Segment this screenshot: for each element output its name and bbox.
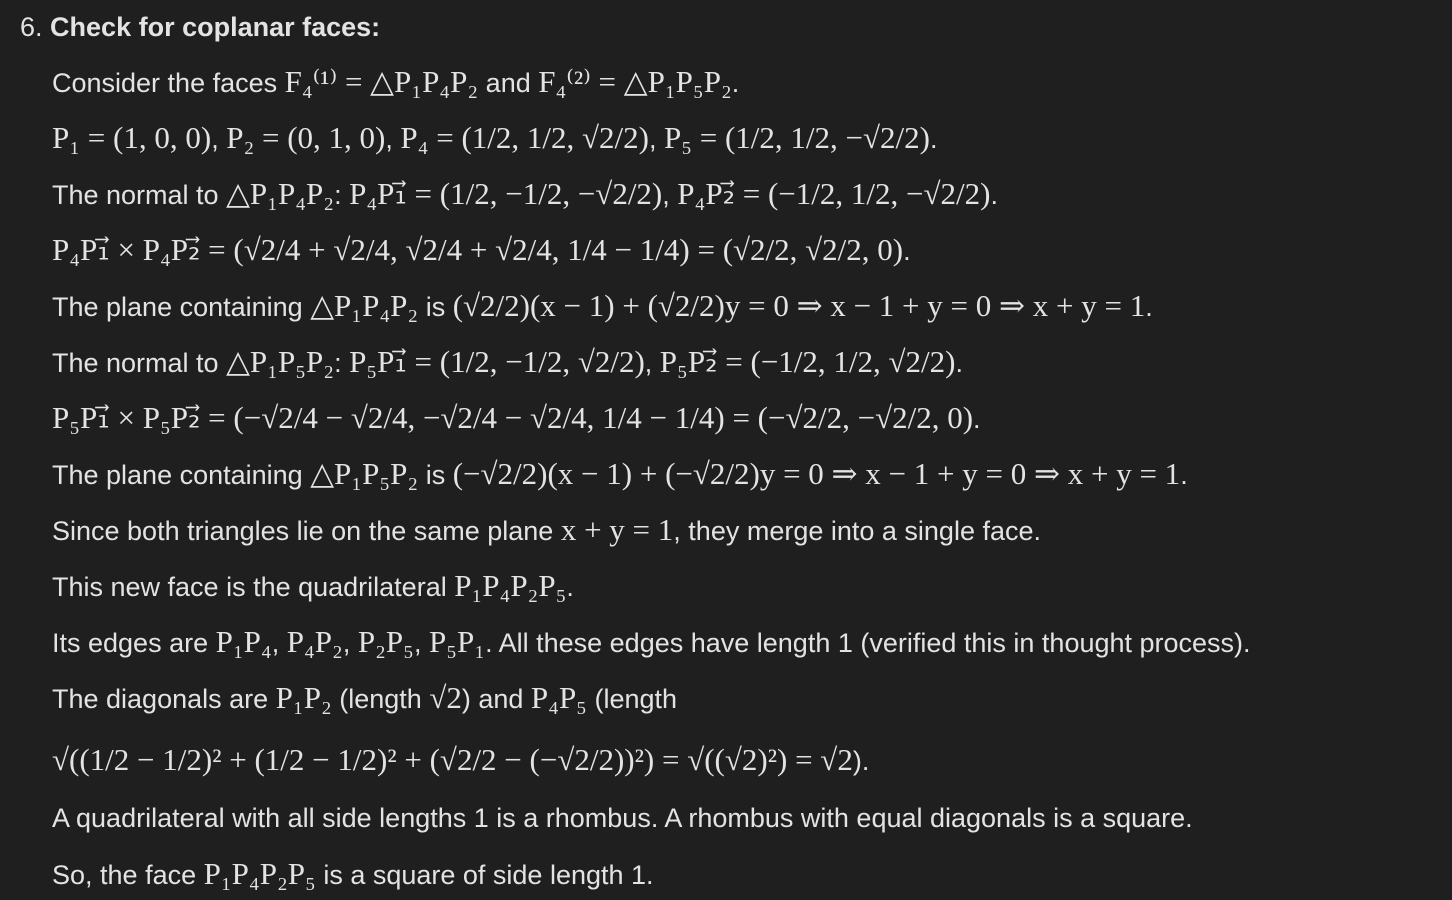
line-text: ,	[385, 124, 401, 154]
math-vector: P₄P₁⃗ = (1/2, −1/2, −√2/2)	[349, 176, 663, 211]
line-text: .	[731, 68, 740, 98]
line-text: .	[1180, 460, 1188, 490]
math-quadrilateral: P₁P₄P₂P₅	[454, 568, 567, 603]
line-plane-2	[52, 454, 1188, 495]
line-text: ) and	[461, 684, 531, 714]
math-triangle: △P₁P₅P₂	[310, 456, 419, 491]
line-text: is a square of side length 1.	[315, 860, 654, 890]
step-number: 6.	[20, 12, 43, 42]
line-text: So, the face	[52, 860, 204, 890]
line-merge	[52, 510, 1041, 551]
line-text: The normal to	[52, 180, 227, 210]
math-p2: P₂ = (0, 1, 0)	[226, 120, 386, 155]
line-text: Its edges are	[52, 628, 216, 658]
math-vector: P₅P₂⃗ = (−1/2, 1/2, √2/2)	[659, 344, 956, 379]
math-triangle: △P₁P₅P₂	[226, 344, 335, 379]
line-text: is	[418, 292, 453, 322]
math-edge: P₂P₅	[357, 624, 414, 659]
line-text: This new face is the quadrilateral	[52, 572, 455, 602]
line-text: The plane containing	[52, 292, 311, 322]
line-text: ,	[648, 124, 664, 154]
line-text: ,	[342, 628, 358, 658]
math-plane-equation: (−√2/2)(x − 1) + (−√2/2)y = 0 ⇒ x − 1 + y = 0 ⇒ x + y = 1	[452, 456, 1181, 491]
line-text: ).	[852, 746, 870, 776]
line-consider	[52, 62, 739, 103]
line-diagonals	[52, 678, 677, 719]
math-distance: √((1/2 − 1/2)² + (1/2 − 1/2)² + (√2/2 − (−√2/2))²) = √((√2)²) = √2	[52, 742, 853, 777]
math-vector: P₅P₁⃗ = (1/2, −1/2, √2/2)	[349, 344, 645, 379]
line-text: Consider the faces	[52, 68, 285, 98]
line-rhombus	[52, 798, 1193, 838]
line-text: ,	[211, 124, 227, 154]
line-text: .	[1145, 292, 1153, 322]
line-text: .	[955, 348, 963, 378]
math-quadrilateral: P₁P₄P₂P₅	[203, 856, 316, 891]
line-text: A quadrilateral with all side lengths 1 is a rhombus. A rhombus with equal diagonals is a square.	[52, 803, 1193, 833]
line-text: :	[334, 348, 350, 378]
step-heading	[20, 10, 380, 44]
line-points	[52, 118, 937, 159]
line-text: .	[929, 124, 938, 154]
line-text: The diagonals are	[52, 684, 276, 714]
math-vector: P₄P₂⃗ = (−1/2, 1/2, −√2/2)	[677, 176, 991, 211]
math-edge: P₁P₄	[215, 624, 272, 659]
line-text: .	[903, 236, 911, 266]
line-text: The plane containing	[52, 460, 311, 490]
step-title: Check for coplanar faces:	[50, 12, 381, 42]
line-quad	[52, 566, 574, 607]
line-text: (length	[331, 684, 430, 714]
line-normal-2	[52, 342, 963, 383]
line-text: The normal to	[52, 348, 227, 378]
line-text: .	[973, 404, 981, 434]
line-text: ,	[413, 628, 429, 658]
line-text: is	[418, 460, 453, 490]
line-text: and	[478, 68, 539, 98]
line-text: ,	[662, 180, 678, 210]
line-cross-2	[52, 398, 981, 439]
line-conclusion	[52, 854, 654, 895]
line-edges	[52, 622, 1251, 663]
math-length: √2	[429, 680, 462, 715]
math-diagonal: P₁P₂	[275, 680, 332, 715]
math-p1: P₁ = (1, 0, 0)	[52, 120, 212, 155]
line-text: ,	[644, 348, 660, 378]
line-text: :	[334, 180, 350, 210]
math-cross-product: P₄P₁⃗ × P₄P₂⃗ = (√2/4 + √2/4, √2/4 + √2/4, 1/4 − 1/4) = (√2/2, √2/2, 0)	[52, 232, 904, 267]
line-text: . All these edges have length 1 (verified this in thought process).	[485, 628, 1251, 658]
math-edge: P₅P₁	[428, 624, 486, 659]
math-diagonal: P₄P₅	[530, 680, 587, 715]
line-text: , they merge into a single face.	[673, 516, 1042, 546]
line-normal-1	[52, 174, 998, 215]
line-text: (length	[587, 684, 678, 714]
line-text: ,	[271, 628, 287, 658]
line-text: Since both triangles lie on the same plane	[52, 516, 561, 546]
math-plane: x + y = 1	[560, 512, 674, 547]
line-text: .	[566, 572, 574, 602]
line-diag-length	[52, 740, 869, 781]
line-text: .	[990, 180, 998, 210]
math-p4: P₄ = (1/2, 1/2, √2/2)	[400, 120, 649, 155]
math-edge: P₄P₂	[286, 624, 343, 659]
line-plane-1	[52, 286, 1153, 327]
math-face-2: F₄⁽²⁾ = △P₁P₅P₂	[538, 64, 732, 99]
math-triangle: △P₁P₄P₂	[310, 288, 419, 323]
line-cross-1	[52, 230, 911, 271]
math-p5: P₅ = (1/2, 1/2, −√2/2)	[663, 120, 930, 155]
math-triangle: △P₁P₄P₂	[226, 176, 335, 211]
math-plane-equation: (√2/2)(x − 1) + (√2/2)y = 0 ⇒ x − 1 + y = 0 ⇒ x + y = 1	[452, 288, 1146, 323]
math-cross-product: P₅P₁⃗ × P₅P₂⃗ = (−√2/4 − √2/4, −√2/4 − √2/4, 1/4 − 1/4) = (−√2/2, −√2/2, 0)	[52, 400, 974, 435]
math-face-1: F₄⁽¹⁾ = △P₁P₄P₂	[284, 64, 479, 99]
